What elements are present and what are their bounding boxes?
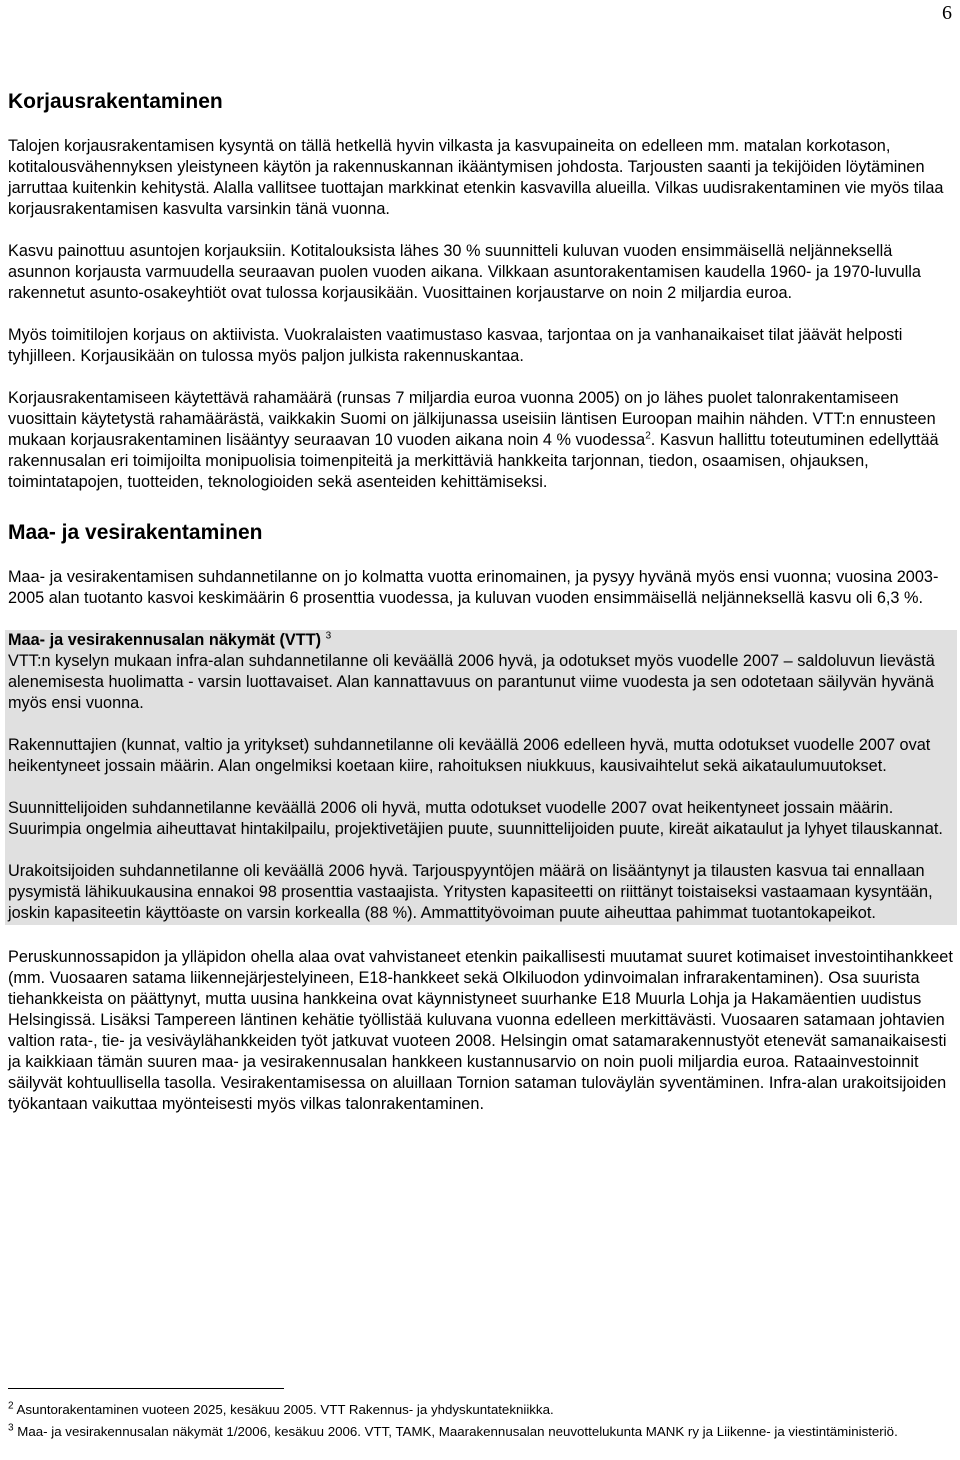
box-paragraph: Suunnittelijoiden suhdannetilanne keväällä 2006 oli hyvä, mutta odotukset vuodelle 2007 ovat heikentyneet jossain määrin. Suurimpia ongelmia aiheuttavat hintakilpailu, projektivetäjien puute, suunnittelijoiden puute, kireät aikataulut ja lyhyet tilauskannat. — [8, 799, 943, 838]
footnote-text: Maa- ja vesirakennusalan näkymät 1/2006, kesäkuu 2006. VTT, TAMK, Maarakennusalan neuvottelukunta MANK ry ja Liikenne- ja viestintäministeriö. — [17, 1424, 898, 1439]
footnote-text: Asuntorakentaminen vuoteen 2025, kesäkuu 2005. VTT Rakennus- ja yhdyskuntatekniikka. — [16, 1402, 554, 1417]
paragraph: Myös toimitilojen korjaus on aktiivista. Vuokralaisten vaatimustaso kasvaa, tarjontaa on ja vanhanaikaiset tilat jäävät helposti tyhjilleen. Korjausikään on tulossa myös paljon julkista rakennuskantaa. — [8, 326, 903, 365]
paragraph: Peruskunnossapidon ja ylläpidon ohella alaa ovat vahvistaneet etenkin paikallisesti muutamat suuret kotimaiset investointihankkeet (mm. Vuosaaren satama liikennejärjestelyineen, E18-hankkeet sekä Olkiluodon ydinvoimalan infrarakentaminen). Osa suurista tiehankkeista on päättynyt, mutta uusina hankkeina ovat käynnistyneet suurhanke E18 Muurla Lohja ja Hakamäentien uudistus Helsingissä. Lisäksi Tampereen läntinen kehätie työllistää kuluvana vuonna edelleen merkittävästi. Vuosaaren satamaan johtavien valtion rata-, tie- ja vesiväylähankkeiden työt jatkuvat vuoteen 2008. Helsingin omat satamarakennustyöt etenevät samanaikaisesti ja kaikkiaan tämän suuren maa- ja vesirakennusalan hankkeen kustannusarvio on noin puoli miljardia euroa. Rataainvestoinnit säilyvät kohtuullisella tasolla. Vesirakentamisessa on aluillaan Tornion sataman tuloväylän syventäminen. Infra-alan urakoitsijoiden työkantaan vaikuttaa myönteisesti myös vilkas talonrakentaminen. — [8, 948, 953, 1113]
footnote — [8, 1423, 954, 1441]
paragraph-text: VTT:n kyselyn mukaan infra-alan suhdannetilanne oli keväällä 2006 hyvä, ja odotukset myös vuodelle 2007 – saldoluvun lievästä alenemisesta huolimatta - varsin luottavaiset. Alan kannattavuus on parantunut viime vuodesta ja sen odotetaan säilyvän hyvänä myös ensi vuonna. — [8, 652, 935, 712]
footnote-ref: 2 — [645, 430, 651, 442]
paragraph-text: Korjausrakentamiseen käytettävä rahamäärä (runsas 7 miljardia euroa vuonna 2005) on jo lähes puolet talonrakentamiseen vuosittain käytetystä rahamäärästä, vaikkakin Suomi on jälkijunassa useisiin läntisen Euroopan maihin nähden. VTT:n ennusteen mukaan korjausrakentaminen lisääntyy seuraavan 10 vuoden aikana noin 4 % vuodessa — [8, 389, 936, 449]
main-content — [8, 88, 954, 1136]
section-heading-korjausrakentaminen: Korjausrakentaminen — [8, 90, 223, 113]
footnotes — [8, 1388, 954, 1445]
paragraph-text: . Kasvun hallittu toteutuminen edellyttää rakennusalan eri toimijoilta monipuolisia toimenpiteitä ja merkittäviä hankkeita tarjonnan, tiedon, osaamisen, ohjauksen, toimintatapojen, tuotteiden, teknologioiden sekä asenteiden kehittämiseksi. — [8, 431, 939, 491]
footnote-ref: 3 — [325, 630, 332, 642]
page-number: 6 — [942, 2, 952, 24]
box-paragraph: Rakennuttajien (kunnat, valtio ja yritykset) suhdannetilanne oli keväällä 2006 edelleen hyvä, mutta odotukset vuodelle 2007 ovat heikentyneet jossain määrin. Alan ongelmiksi koetaan kiire, rahoituksen niukkuus, kausivaihtelut sekä aikataulumuutokset. — [8, 736, 931, 775]
footnote-separator — [8, 1388, 284, 1389]
box-title: Maa- ja vesirakennusalan näkymät (VTT) — [8, 631, 322, 649]
paragraph: Kasvu painottuu asuntojen korjauksiin. Kotitalouksista lähes 30 % suunnitteli kuluvan vuoden ensimmäisellä neljänneksellä asunnon korjausta varmuudella seuraavan puolen vuoden aikana. Vilkkaan asuntorakentamisen kaudella 1960- ja 1970-luvulla rakennetut asunto-osakeyhtiöt ovat tulossa korjausikään. Vuosittainen korjaustarve on noin 2 miljardia euroa. — [8, 242, 921, 302]
footnote — [8, 1401, 954, 1419]
paragraph: Talojen korjausrakentamisen kysyntä on tällä hetkellä hyvin vilkasta ja kasvupaineita on edelleen mm. matalan korkotason, kotitalousvähennyksen yleistyneen käytön ja rakennuskannan ikääntymisen johdosta. Tarjousten saanti ja tekijöiden löytäminen jarruttaa kuitenkin kehitystä. Alalla vallitsee tuottajan markkinat etenkin kasvavilla alueilla. Vilkas uudisrakentaminen vie myös tilaa korjausrakentamisen kasvulta varsinkin tänä vuonna. — [8, 137, 944, 218]
section-heading-maa-ja-vesirakentaminen: Maa- ja vesirakentaminen — [8, 521, 263, 544]
paragraph: Maa- ja vesirakentamisen suhdannetilanne on jo kolmatta vuotta erinomainen, ja pysyy hyvänä myös ensi vuonna; vuosina 2003-2005 alan tuotanto kasvoi keskimäärin 6 prosenttia vuodessa, ja kuluvan vuoden ensimmäisellä neljänneksellä kasvu oli 6,3 %. — [8, 568, 939, 607]
footnote-number: 3 — [8, 1422, 14, 1434]
footnote-number: 2 — [8, 1400, 14, 1412]
box-first-paragraph — [8, 630, 954, 714]
outlook-box — [5, 630, 957, 925]
box-paragraph: Urakoitsijoiden suhdannetilanne oli keväällä 2006 hyvä. Tarjouspyyntöjen määrä on lisääntynyt ja tilausten kasvua tai ennallaan pysymistä lähikuukausina ennakoi 98 prosenttia vastaajista. Yritysten kapasiteetti on riittänyt toistaiseksi vastaamaan kysyntään, joskin kapasiteetin käyttöaste on varsin korkealla (88 %). Ammattityövoiman puute aiheuttaa pahimmat tuotantokapeikot. — [8, 862, 933, 922]
paragraph — [8, 388, 954, 493]
